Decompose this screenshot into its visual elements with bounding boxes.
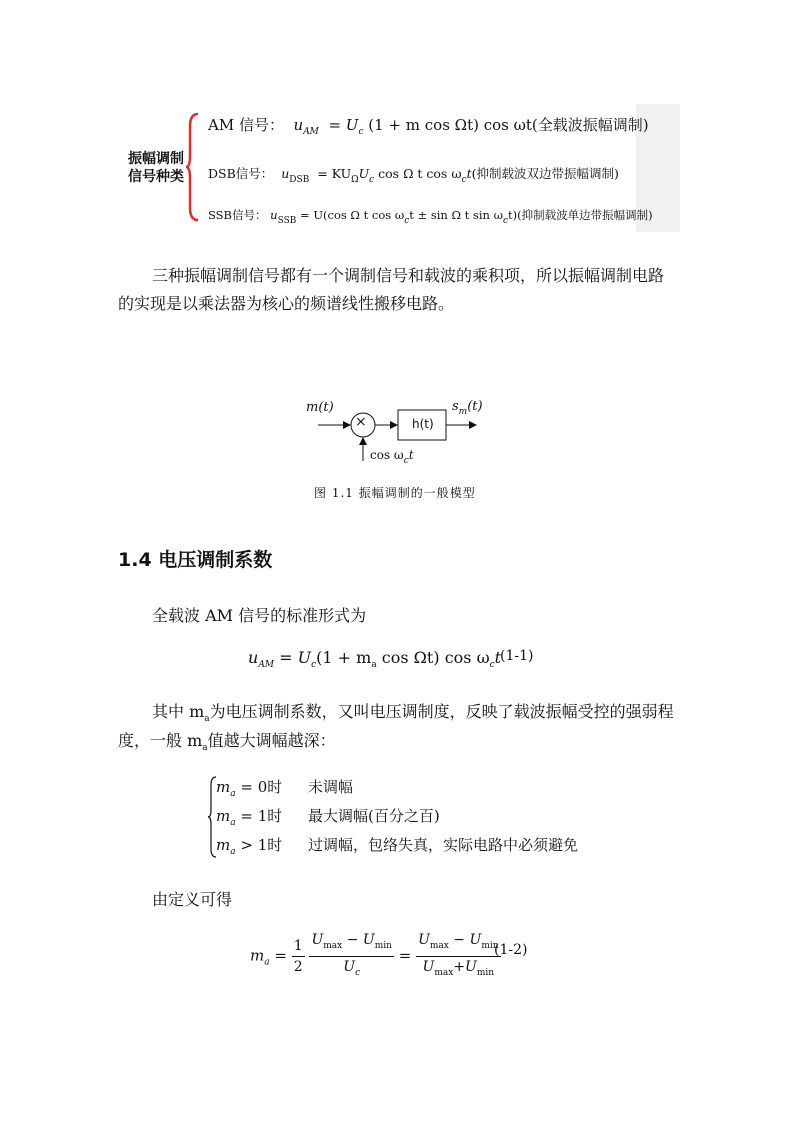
filter-label: h(t) [412, 417, 434, 431]
dsb-signal-row: DSB信号： $u_{DSB} = KU_\Omega U_c$ cos Ω t $\cos \omega_ct$(抑制载波双边带振幅调制) [208, 166, 619, 185]
carrier-label: $\cos \omega_ct$ [370, 448, 414, 466]
case-row: $m_a = 1$时 [216, 807, 283, 828]
equation-1-2: $m_a$ = $\frac{1}{2}$ $\frac{U_{max} - U_{min}}{U_c}$ = $\frac{U_{max} - U_{min}}{U_{max}+U_{min}}$ [250, 930, 501, 983]
am-signal-row: AM 信号： $u_{AM} = U_c$ (1 + m cos Ωt) cos ωt(全载波振幅调制) [208, 116, 649, 137]
paragraph-line: 度，一般 $m_a$值越大调幅越深： [118, 731, 336, 753]
fraction-2: $\frac{U_{max} - U_{min}}{U_{max}+U_{min}}$ [418, 932, 499, 978]
case-description: 未调幅 [308, 778, 354, 796]
equation-1-1: $u_{AM} = U_c(1 + m_a$ cos Ωt) $\cos \omega_ct$ [248, 648, 502, 670]
paragraph-line: 的实现是以乘法器为核心的频谱线性搬移电路。 [118, 294, 455, 313]
paragraph-line: 三种振幅调制信号都有一个调制信号和载波的乘积项，所以振幅调制电路 [152, 266, 665, 285]
equation-number: (1-2) [494, 942, 528, 958]
case-description: 过调幅，包络失真，实际电路中必须避免 [308, 836, 579, 854]
input-label: m(t) [306, 400, 334, 415]
paragraph-line: 由定义可得 [152, 890, 233, 909]
ssb-signal-row: SSB信号： $u_{SSB} = U(\cos$ Ω t $\cos \omega_ct \pm \sin \Omega$ t $\sin \omega_ct$)(抑制载波单边带振幅调制) [208, 208, 653, 226]
section-heading: 1.4 电压调制系数 [118, 549, 273, 571]
paragraph-line: 全载波 AM 信号的标准形式为 [152, 606, 367, 625]
figure-caption: 图 1.1 振幅调制的一般模型 [314, 486, 476, 500]
multiplier-symbol: × [355, 414, 367, 430]
signal-category-label: 振幅调制 信号种类 [128, 151, 184, 185]
paragraph-line: 其中 $m_a$为电压调制系数，又叫电压调制度，反映了载波振幅受控的强弱程 [152, 702, 674, 724]
fraction-1: $\frac{U_{max} - U_{min}}{U_c}$ [311, 932, 392, 978]
case-row: $m_a = 0$时 [216, 778, 283, 799]
equation-number: (1-1) [500, 648, 534, 664]
case-description: 最大调幅(百分之百) [308, 807, 440, 825]
left-brace [186, 112, 200, 222]
case-row: $m_a > 1$时 [216, 836, 283, 857]
output-label: $s_m(t)$ [452, 399, 483, 417]
fraction-half: $\frac{1}{2}$ [293, 938, 303, 975]
